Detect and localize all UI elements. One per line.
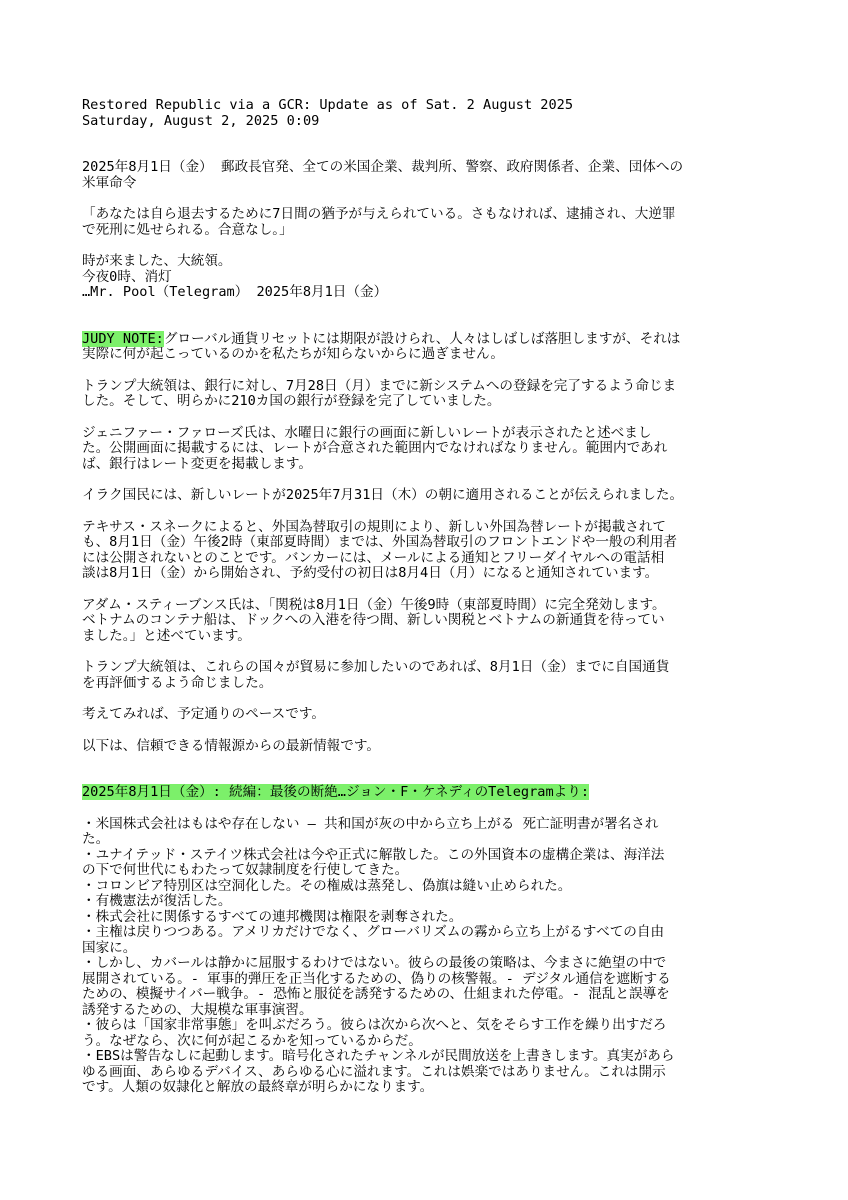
judy-paragraph: テキサス・スネークによると、外国為替取引の規則により、新しい外国為替レートが掲載されて も、8月1日（金）午後2時（東部夏時間）までは、外国為替取引のフロントエンドや一般の利用者 には公開されないとのことです。バンカーには、メールによる通知とフリーダイヤルへの電話相 談は8月1日（金）から開始され、予約受付の初日は8月4日（月）になると通知されています。 (82, 518, 677, 581)
jfk-heading-highlight: 2025年8月1日（金）: 続編：最後の断絶…ジョン・F・ケネディのTelegramより: (82, 784, 590, 800)
list-item: ・ユナイテッド・ステイツ株式会社は今や正式に解散した。この外国資本の虚構企業は、海洋法 の下で何世代にもわたって奴隷制度を行使してきた。 (82, 846, 665, 878)
judy-paragraph: アダム・スティーブンス氏は、「関税は8月1日（金）午後9時（東部夏時間）に完全発効します。 ベトナムのコンテナ船は、ドックへの入港を待つ間、新しい関税とベトナムの新通貨を待ってい ました。」と述べています。 (82, 596, 666, 644)
list-item: ・米国株式会社はもはや存在しない ― 共和国が灰の中から立ち上がる 死亡証明書が署名され た。 (82, 815, 659, 847)
list-item: ・有機憲法が復活した。 (82, 893, 232, 909)
list-item: ・彼らは「国家非常事態」を叫ぶだろう。彼らは次から次へと、気をそらす工作を繰り出すだろ う。なぜなら、次に何が起こるかを知っているからだ。 (82, 1017, 667, 1049)
judy-note-label: JUDY NOTE: (82, 330, 164, 347)
judy-paragraph: ジェニファー・ファローズ氏は、水曜日に銀行の画面に新しいレートが表示されたと述べまし た。公開画面に掲載するには、レートが合意された範囲内でなければなりません。範囲内であれ ば、銀行はレート変更を掲載します。 (82, 424, 668, 472)
judy-paragraph: 以下は、信頼できる情報源からの最新情報です。 (82, 737, 380, 754)
document-datetime: Saturday, August 2, 2025 0:09 (82, 112, 320, 129)
judy-paragraph: 考えてみれば、予定通りのペースです。 (82, 706, 325, 722)
jfk-section-heading (82, 785, 772, 801)
judy-note-text: グローバル通貨リセットには期限が設けられ、人々はしばしば落胆しますが、それは 実際に何が起こっているのかを私たちが知らないからに過ぎません。 (82, 330, 681, 362)
list-item: ・EBSは警告なしに起動します。暗号化されたチャンネルが民間放送を上書きします。真実があら ゆる画面、あらゆるデバイス、あらゆる心に溢れます。これは娯楽ではありません。これは開示 です。人類の奴隷化と解放の最終章が明らかになります。 (82, 1048, 675, 1095)
judy-paragraph: トランプ大統領は、銀行に対し、7月28日（月）までに新システムへの登録を完了するよう命じま した。そして、明らかに210カ国の銀行が登録を完了していました。 (82, 377, 677, 409)
intro-signature: 時が来ました、大統領。 今夜0時、消灯 …Mr. Pool（Telegram） 2025年8月1日（金） (82, 253, 388, 300)
jfk-bullet-list (82, 817, 772, 1096)
list-item: ・株式会社に関係するすべての連邦機関は権限を剥奪された。 (82, 908, 463, 925)
judy-paragraph: イラク国民には、新しいレートが2025年7月31日（木）の朝に適用されることが伝えられました。 (82, 487, 684, 503)
list-item: ・主権は戻りつつある。アメリカだけでなく、グローバリズムの霧から立ち上がるすべての自由 国家に。 (82, 924, 665, 956)
intro-quote: 「あなたは自ら退去するために7日間の猶予が与えられている。さもなければ、逮捕され、大逆罪 で死刑に処せられる。合意なし。」 (82, 206, 676, 238)
list-item: ・しかし、カバールは静かに屈服するわけではない。彼らの最後の策略は、今まさに絶望の中で 展開されている。- 軍事的弾圧を正当化するための、偽りの核警報。- デジタル通信を遮断する ための、模擬サイバー戦争。- 恐怖と服従を誘発するための、仕組まれた停電。- 混乱と誤導を 誘発するための、大規模な軍事演習。 (82, 955, 671, 1018)
document-page (82, 98, 772, 1096)
intro-headline: 2025年8月1日（金） 郵政長官発、全ての米国企業、裁判所、警察、政府関係者、企業、団体への 米軍命令 (82, 159, 684, 191)
judy-note-paragraph (82, 332, 772, 363)
judy-paragraph: トランプ大統領は、これらの国々が貿易に参加したいのであれば、8月1日（金）までに自国通貨 を再評価するよう命じました。 (82, 659, 670, 691)
list-item: ・コロンビア特別区は空洞化した。その権威は蒸発し、偽旗は縫い止められた。 (82, 877, 572, 894)
document-title: Restored Republic via a GCR: Update as of Sat. 2 August 2025 (82, 97, 574, 113)
